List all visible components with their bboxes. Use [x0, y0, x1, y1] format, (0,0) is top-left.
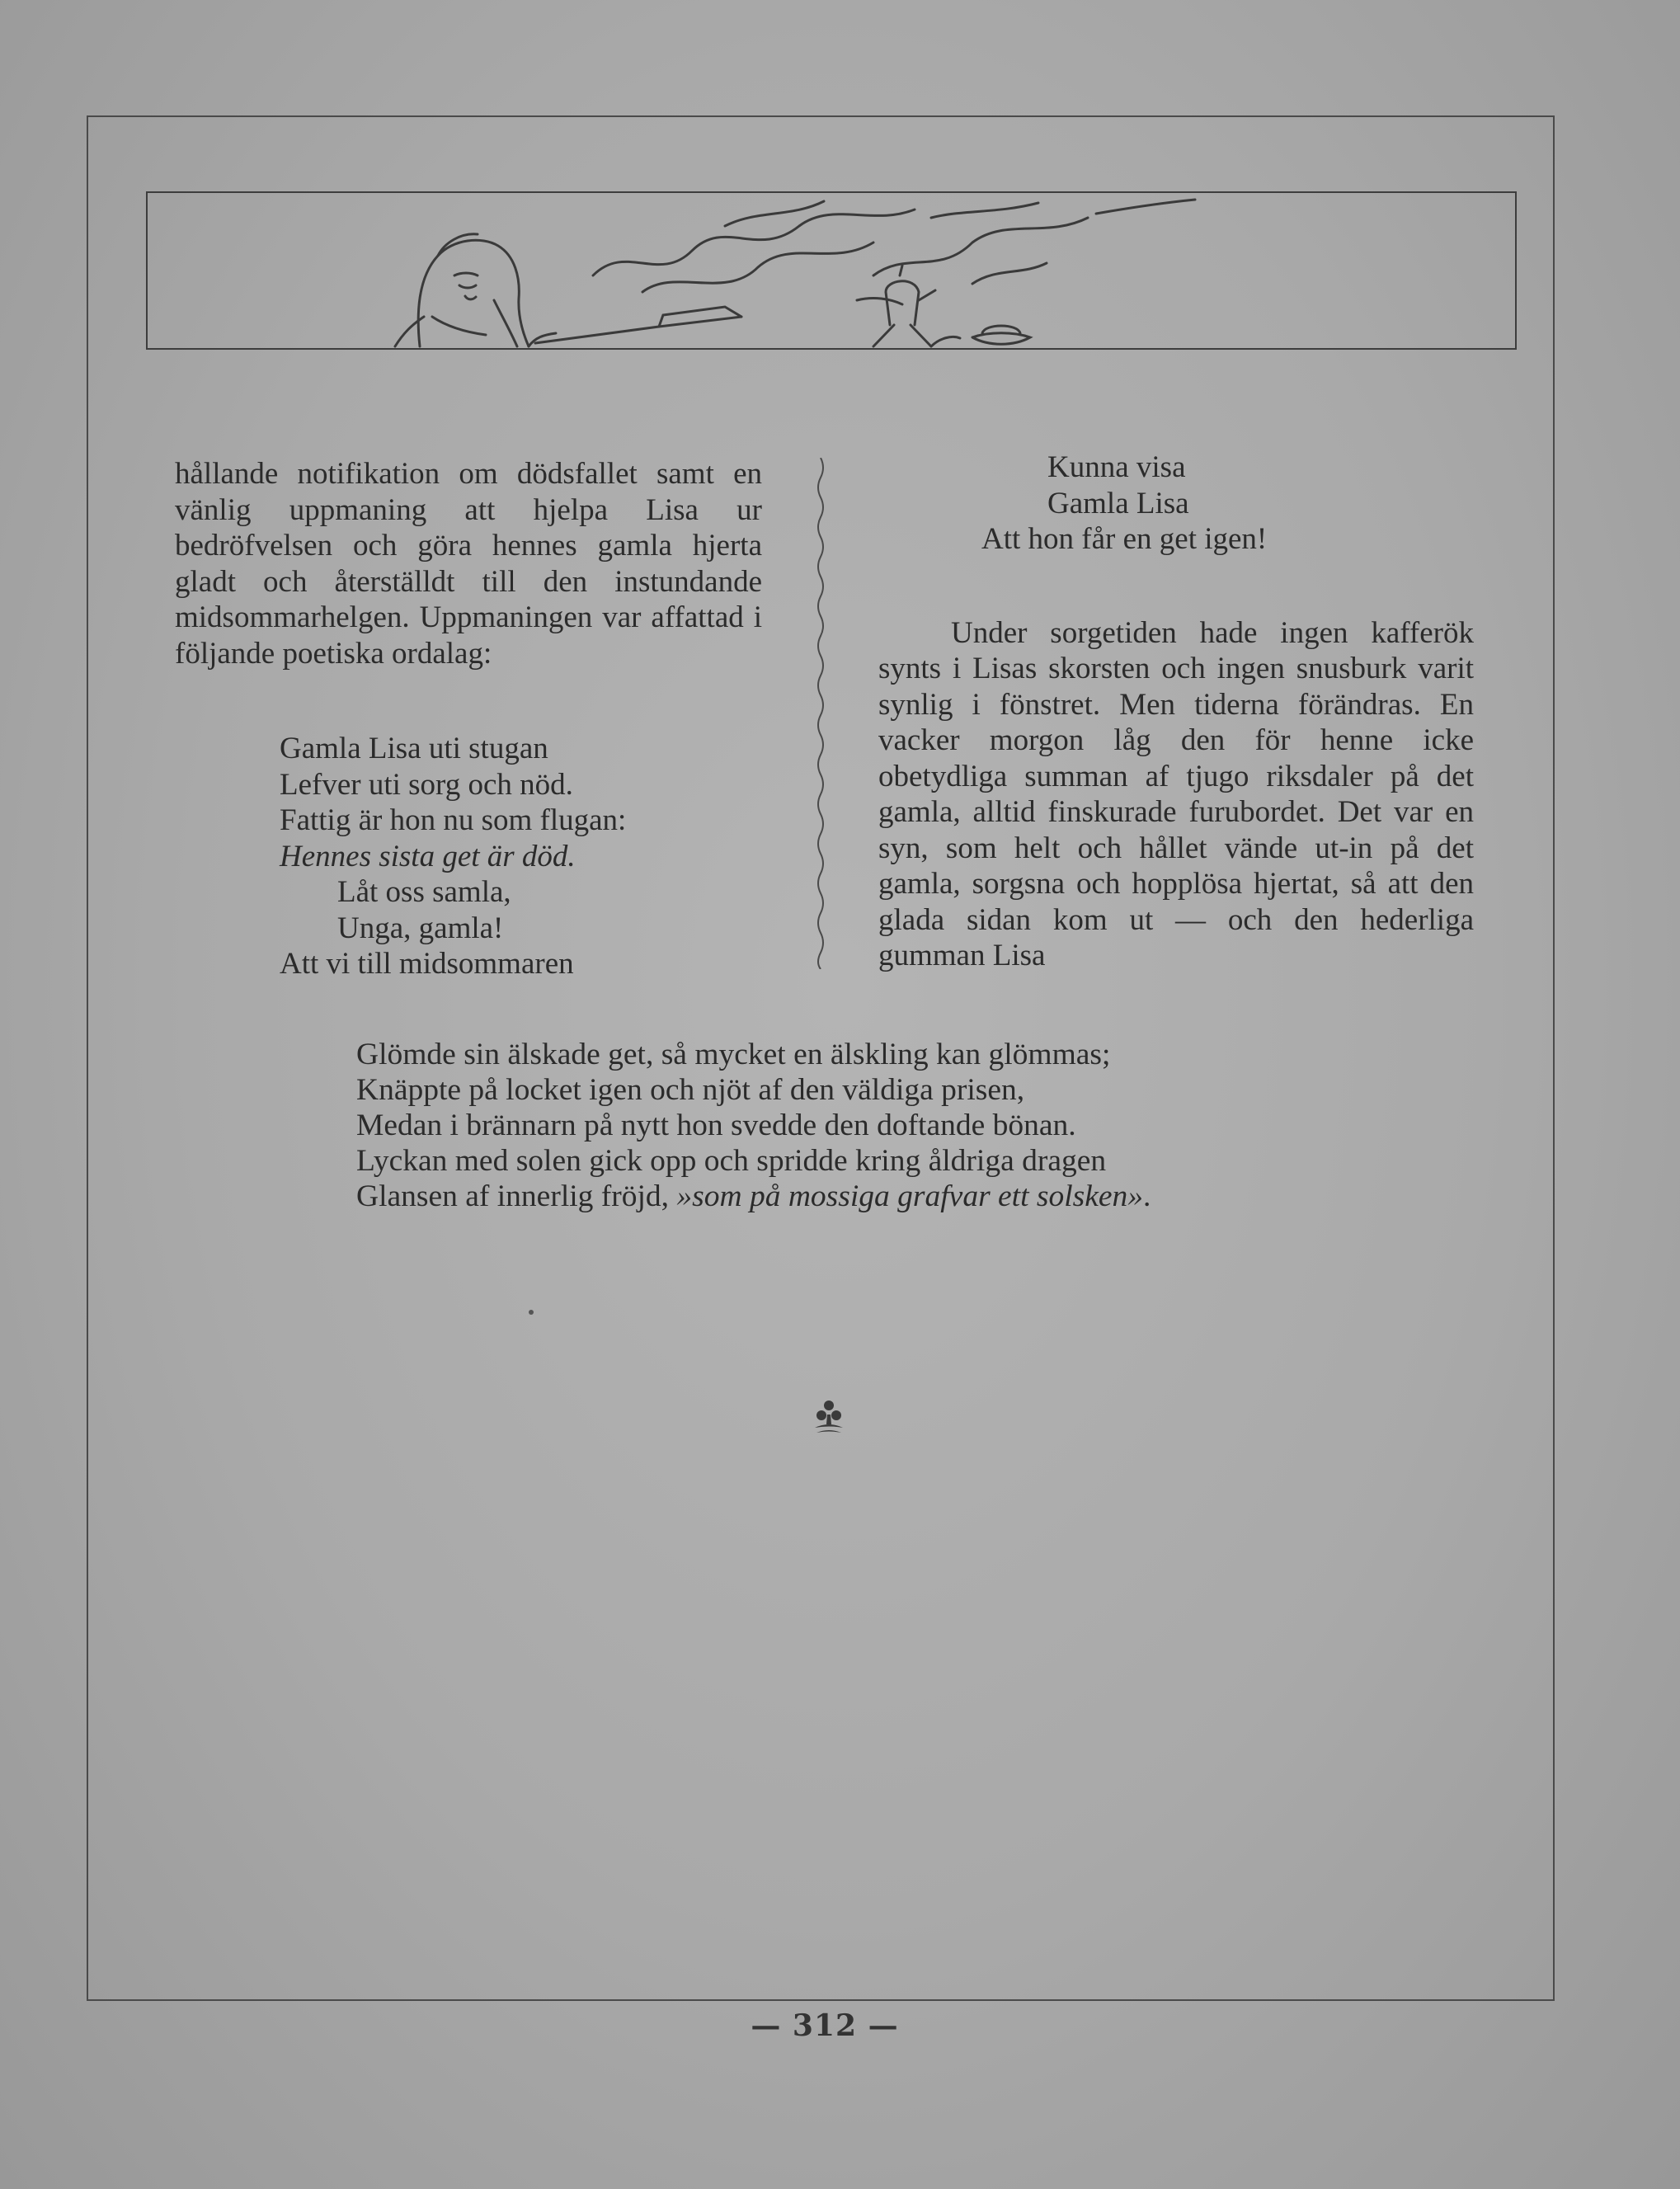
left-poem-stanza: [175, 731, 762, 982]
poem-line: Unga, gamla!: [337, 911, 504, 945]
verse-quote-italic: »som på mossiga grafvar ett solsken»: [676, 1179, 1144, 1213]
fleuron-icon: [810, 1398, 848, 1436]
poem-line: Att hon får en get igen!: [981, 522, 1268, 556]
right-column: [878, 450, 1474, 974]
page-number: — 312 —: [751, 2008, 899, 2043]
poem-line: Att vi till midsommaren: [280, 947, 574, 981]
verse-line: Glömde sin älskade get, så mycket en älskling kan glömmas;: [356, 1038, 1111, 1071]
left-column: [175, 456, 762, 982]
old-woman-coffee-illustration-icon: [148, 193, 1515, 348]
verse-text: Glansen af innerlig fröjd,: [356, 1179, 677, 1213]
hexameter-verse: [356, 1037, 1346, 1214]
verse-line: Lyckan med solen gick opp och spridde kring åldriga dragen: [356, 1144, 1107, 1178]
poem-line: Gamla Lisa uti stugan: [280, 732, 548, 765]
verse-line: Knäppte på locket igen och njöt af den väldiga prisen,: [356, 1073, 1025, 1107]
right-poem-stanza: [878, 450, 1474, 558]
poem-line: Fattig är hon nu som flugan:: [280, 803, 627, 837]
poem-line: Lefver uti sorg och nöd.: [280, 767, 573, 802]
poem-line: Låt oss samla,: [337, 875, 511, 909]
poem-line: Gamla Lisa: [1047, 486, 1189, 520]
header-illustration: [146, 191, 1517, 350]
verse-line: Medan i brännarn på nytt hon svedde den doftande bönan.: [356, 1109, 1076, 1142]
column-divider: [811, 458, 831, 969]
poem-line-italic: Hennes sista get är död.: [280, 839, 576, 873]
right-prose-paragraph: Under sorgetiden hade ingen kafferök synts i Lisas skorsten och ingen snusburk varit synlig i fönstret. Men tiderna förändras. En vacker morgon låg den för henne icke obetydliga summan af tjugo riksdaler på det gamla, alltid finskurade furubordet. Det var en syn, som helt och hållet vände ut-in på det gamla, sorgsna och hopplösa hjertat, så att den glada sidan kom ut — och den hederliga gumman Lisa: [878, 615, 1474, 972]
verse-line-last: [356, 1179, 1346, 1214]
left-prose-paragraph: hållande notifikation om dödsfallet samt en vänlig uppmaning att hjelpa Lisa ur bedröfvelsen och göra hennes gamla hjerta gladt och återställdt till den instundande midsommarhelgen. Uppmaningen var affattad i följande poetiska ordalag:: [175, 457, 762, 671]
print-speck: [529, 1310, 534, 1315]
poem-line: Kunna visa: [1047, 450, 1186, 484]
verse-end-punctuation: .: [1143, 1179, 1151, 1213]
